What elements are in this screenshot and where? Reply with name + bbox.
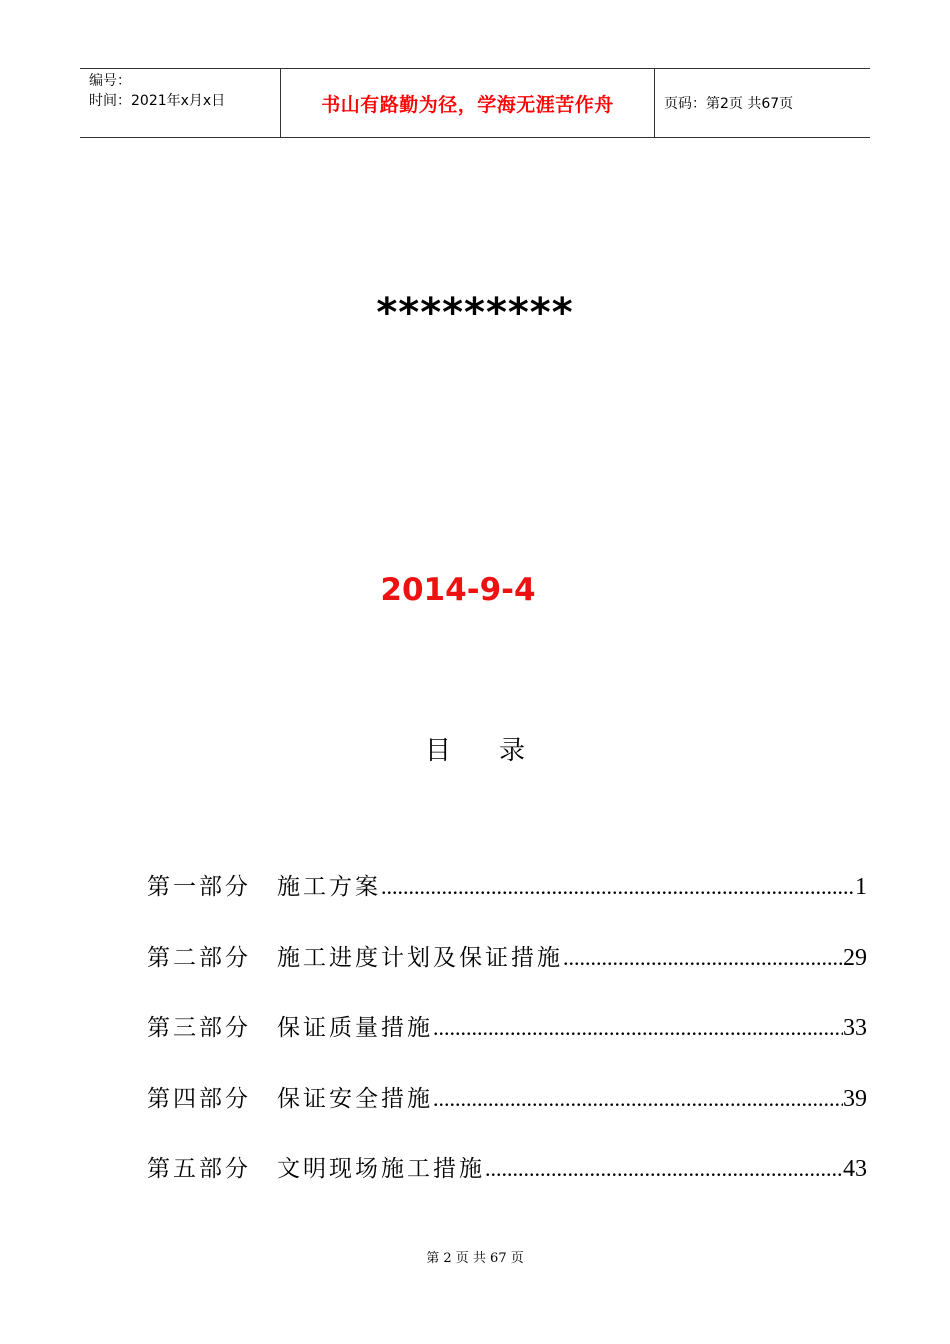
number-label: 编号： xyxy=(89,73,131,89)
toc-entry[interactable] xyxy=(147,939,867,1010)
toc-entry[interactable] xyxy=(147,1009,867,1080)
header-page-info: 页码：第2页 共67页 xyxy=(664,96,794,112)
document-date: 2014-9-4 xyxy=(380,572,536,608)
toc-part: 第二部分 xyxy=(147,944,251,971)
toc-page-number: 29 xyxy=(843,944,867,971)
toc-part: 第一部分 xyxy=(147,874,251,900)
toc-part: 第三部分 xyxy=(147,1015,251,1041)
toc-title: 保证质量措施 xyxy=(277,1015,433,1041)
toc-entry[interactable] xyxy=(147,1150,867,1221)
toc-leader-dots xyxy=(433,1015,843,1041)
header-meta xyxy=(80,69,281,137)
toc-page-number: 39 xyxy=(843,1085,867,1112)
toc-heading-left: 目 xyxy=(424,736,451,766)
toc-leader-dots xyxy=(485,1156,843,1182)
toc-heading-right: 录 xyxy=(499,736,526,766)
toc-title: 施工进度计划及保证措施 xyxy=(277,944,563,971)
page-footer: 第 2 页 共 67 页 xyxy=(426,1251,524,1266)
toc-title: 文明现场施工措施 xyxy=(277,1156,485,1182)
toc-page-number: 33 xyxy=(843,1015,867,1041)
toc-page-number: 1 xyxy=(855,874,867,900)
toc-leader-dots xyxy=(563,945,843,971)
header-motto: 书山有路勤为径，学海无涯苦作舟 xyxy=(281,69,655,137)
toc-page-number: 43 xyxy=(843,1156,867,1182)
toc-leader-dots xyxy=(381,874,855,900)
toc-title: 施工方案 xyxy=(277,874,381,900)
toc-leader-dots xyxy=(433,1086,843,1112)
toc-part: 第五部分 xyxy=(147,1156,251,1182)
toc-entry[interactable] xyxy=(147,1080,867,1151)
time-label: 时间：2021年x月x日 xyxy=(89,93,226,109)
table-of-contents xyxy=(147,868,867,1221)
toc-heading xyxy=(0,730,950,767)
document-title: ********* xyxy=(376,290,574,336)
toc-entry[interactable] xyxy=(147,868,867,939)
page-header xyxy=(80,68,870,138)
toc-title: 保证安全措施 xyxy=(277,1085,433,1112)
toc-part: 第四部分 xyxy=(147,1085,251,1112)
